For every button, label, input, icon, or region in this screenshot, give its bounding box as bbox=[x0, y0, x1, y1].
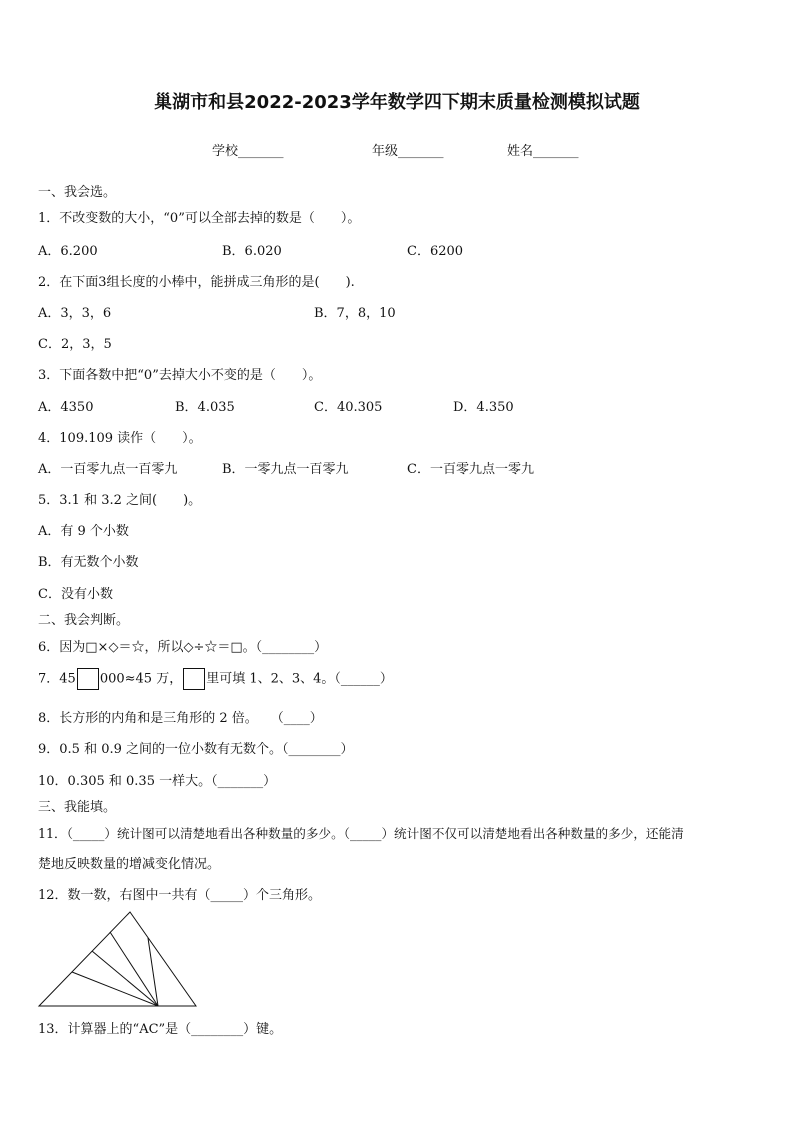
question-10: 10．0.305 和 0.35 一样大。（_______） bbox=[38, 774, 277, 789]
q3-option-d: D．4.350 bbox=[453, 400, 514, 415]
q5-option-c: C．没有小数 bbox=[38, 587, 113, 602]
question-6: 6．因为□×◇＝☆，所以◇÷☆＝□。（________） bbox=[38, 640, 328, 655]
name-field: 姓名_______ bbox=[507, 144, 579, 159]
q2-option-b: B．7，8，10 bbox=[314, 306, 396, 321]
inner-line-3 bbox=[72, 972, 158, 1006]
school-field: 学校_______ bbox=[212, 144, 284, 159]
outer-triangle bbox=[39, 912, 196, 1006]
q7-digit-box bbox=[77, 668, 99, 690]
q3-option-a: A．4350 bbox=[38, 400, 94, 415]
section-choice-heading: 一、我会选。 bbox=[38, 185, 117, 200]
q1-option-c: C．6200 bbox=[407, 244, 464, 259]
grade-field: 年级_______ bbox=[372, 144, 444, 159]
q3-option-c: C．40.305 bbox=[314, 400, 383, 415]
question-13: 13．计算器上的“AC”是（________）键。 bbox=[38, 1022, 283, 1037]
question-5: 5．3.1 和 3.2 之间( )。 bbox=[38, 493, 202, 508]
section-fill-heading: 三、我能填。 bbox=[38, 800, 117, 815]
inner-line-2 bbox=[92, 951, 158, 1006]
inner-line-1 bbox=[110, 932, 158, 1006]
q5-option-a: A．有 9 个小数 bbox=[38, 524, 129, 539]
q3-option-b: B．4.035 bbox=[175, 400, 235, 415]
q4-option-a: A．一百零九点一百零九 bbox=[38, 462, 178, 477]
section-judge-heading: 二、我会判断。 bbox=[38, 613, 130, 628]
q7-part-3: 里可填 1、2、3、4。（______） bbox=[206, 671, 393, 687]
q1-option-b: B．6.020 bbox=[222, 244, 282, 259]
question-9: 9．0.5 和 0.9 之间的一位小数有无数个。（________） bbox=[38, 742, 354, 757]
q7-part-2: 000≈45 万， bbox=[99, 671, 183, 687]
q1-option-a: A．6.200 bbox=[38, 244, 98, 259]
question-11-line-2: 楚地反映数量的增减变化情况。 bbox=[38, 857, 221, 872]
question-12: 12．数一数，右图中一共有（_____）个三角形。 bbox=[38, 888, 322, 903]
question-7 bbox=[38, 668, 393, 691]
q7-part-1: 7．45 bbox=[38, 671, 76, 687]
inner-line-4 bbox=[148, 938, 158, 1006]
question-2: 2．在下面3组长度的小棒中，能拼成三角形的是( ). bbox=[38, 275, 355, 290]
question-8: 8．长方形的内角和是三角形的 2 倍。 （____） bbox=[38, 711, 323, 726]
q4-option-b: B．一零九点一百零九 bbox=[222, 462, 349, 477]
question-1: 1．不改变数的大小，“0”可以全部去掉的数是（ ）。 bbox=[38, 211, 361, 226]
q5-option-b: B．有无数个小数 bbox=[38, 555, 139, 570]
q2-option-c: C．2，3，5 bbox=[38, 337, 112, 352]
triangle-figure bbox=[36, 908, 200, 1010]
page-title: 巢湖市和县2022-2023学年数学四下期末质量检测模拟试题 bbox=[154, 92, 640, 113]
q7-digit-box-2 bbox=[183, 668, 205, 690]
question-3: 3．下面各数中把“0”去掉大小不变的是（ ）。 bbox=[38, 368, 322, 383]
question-4: 4．109.109 读作（ ）。 bbox=[38, 431, 202, 446]
q4-option-c: C．一百零九点一零九 bbox=[407, 462, 534, 477]
q2-option-a: A．3，3，6 bbox=[38, 306, 112, 321]
question-11-line-1: 11．（_____）统计图可以清楚地看出各种数量的多少。（_____）统计图不仅可以清楚地看出各种数量的多少，还能清 bbox=[38, 826, 684, 841]
